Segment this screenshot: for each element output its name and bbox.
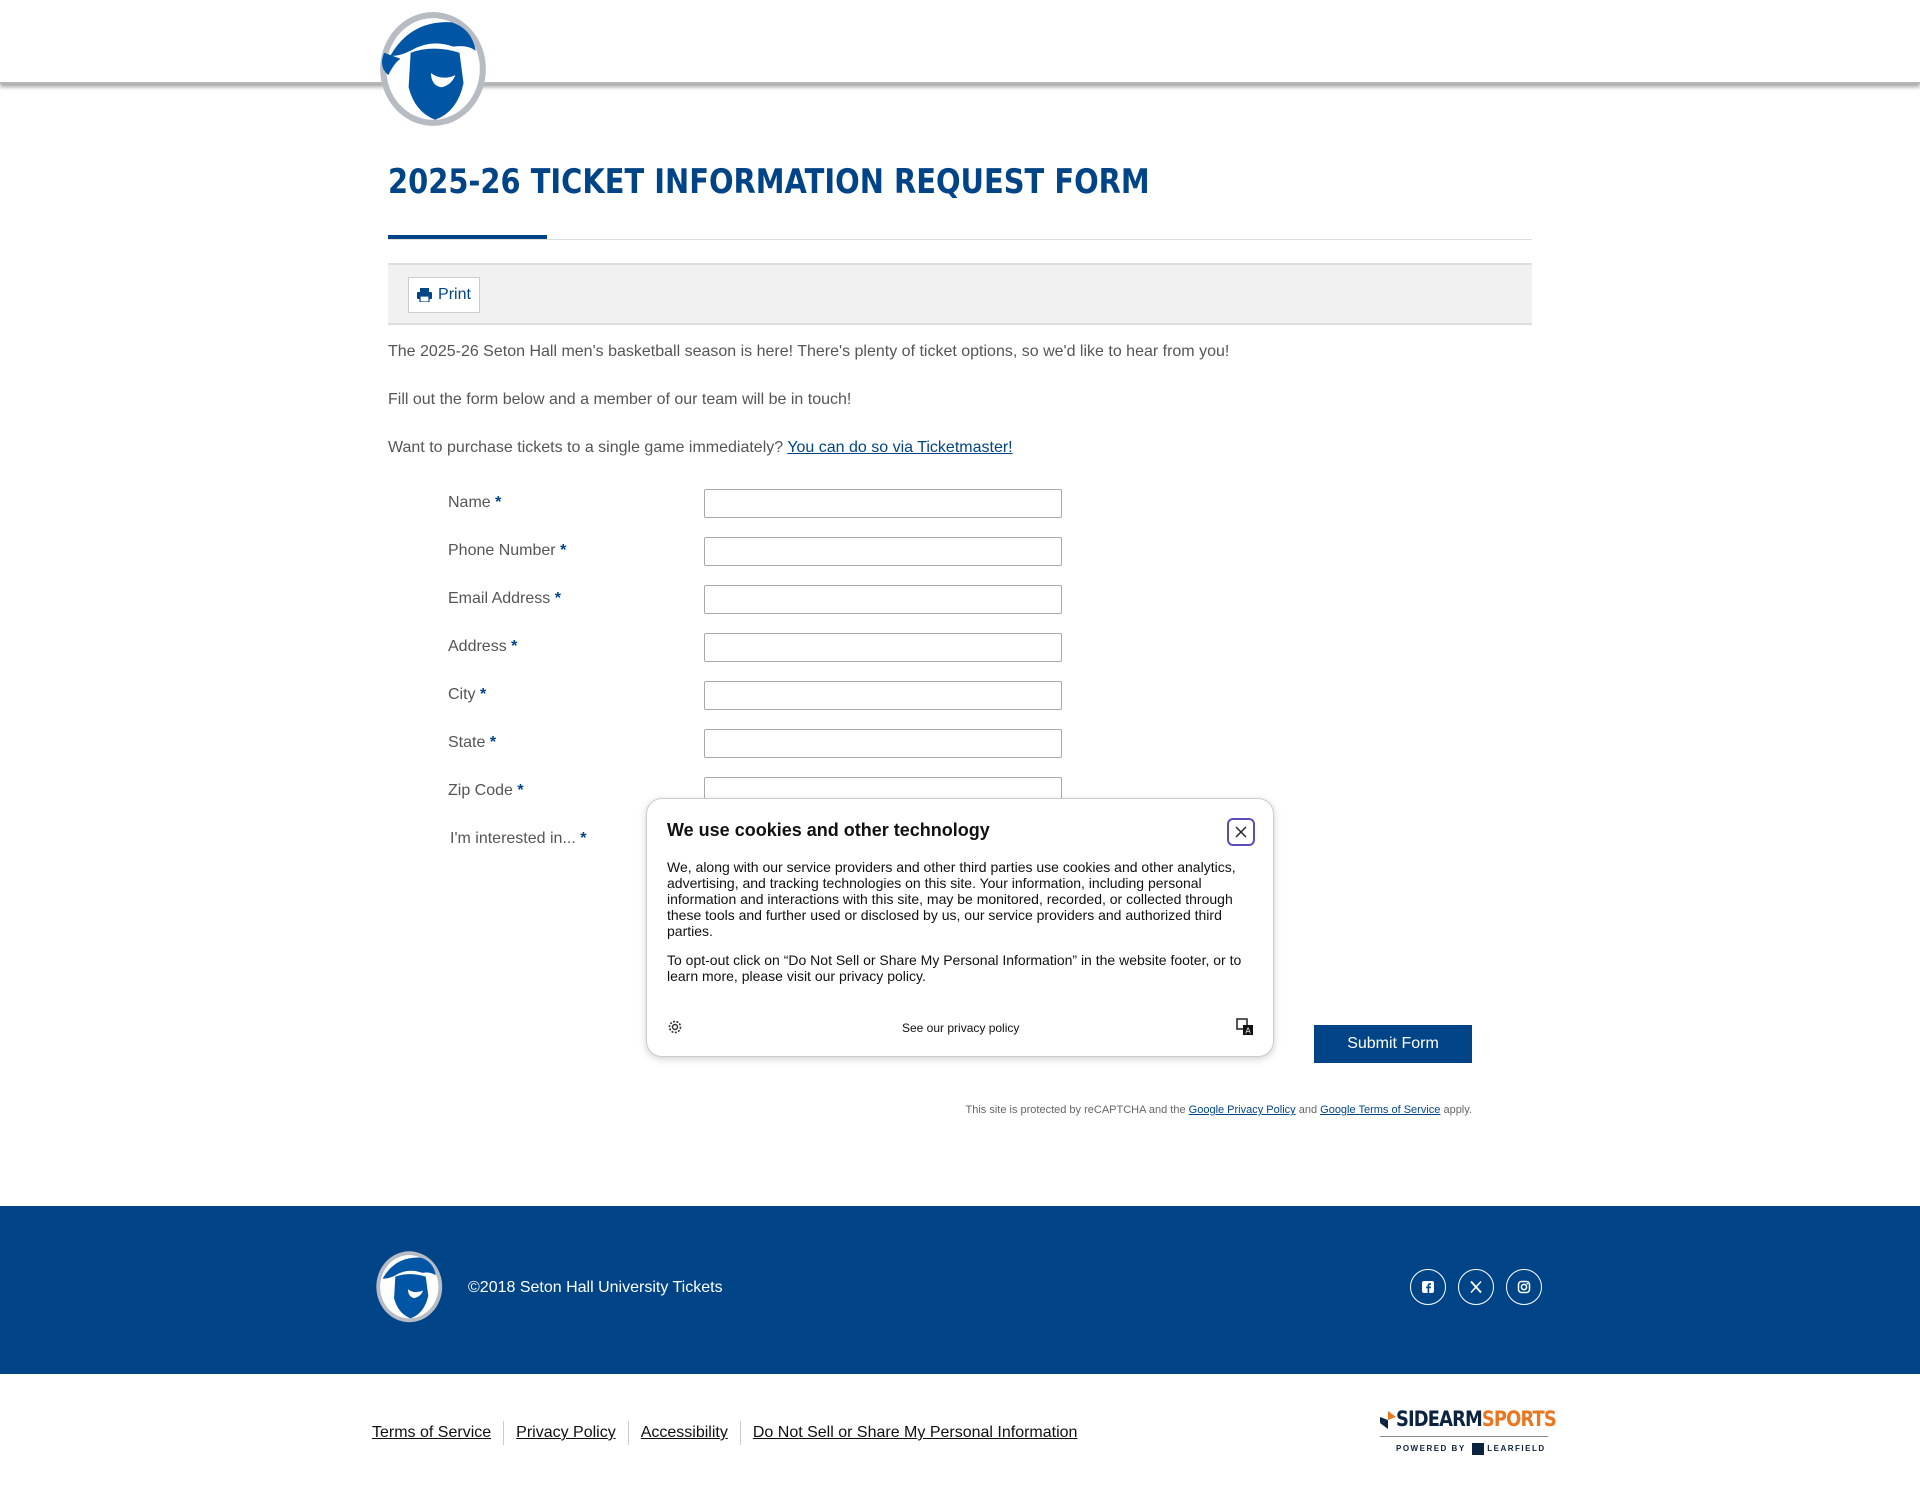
ticketmaster-link[interactable]: You can do so via Ticketmaster! <box>787 439 1013 456</box>
email-input[interactable] <box>704 585 1062 614</box>
name-label <box>448 494 501 512</box>
sidearm-divider <box>1380 1436 1548 1437</box>
do-not-sell-link[interactable]: Do Not Sell or Share My Personal Information <box>752 1424 1078 1441</box>
zip-label <box>448 782 524 800</box>
site-header <box>0 0 1920 84</box>
printer-icon <box>417 288 432 302</box>
sidearm-mark-icon <box>1380 1411 1396 1429</box>
phone-label <box>448 542 566 560</box>
privacy-policy-link[interactable]: Privacy Policy <box>504 1421 629 1445</box>
submit-button[interactable]: Submit Form <box>1314 1025 1472 1063</box>
address-input[interactable] <box>704 633 1062 662</box>
required-mark: * <box>495 494 502 511</box>
powered-by-learfield <box>1396 1443 1546 1455</box>
google-privacy-link[interactable]: Google Privacy Policy <box>1188 1104 1296 1116</box>
required-mark: * <box>511 638 518 655</box>
sidearm-side-text: SIDEARM <box>1396 1407 1482 1431</box>
cookie-title: We use cookies and other technology <box>667 820 990 840</box>
site-footer <box>0 1206 1920 1374</box>
instagram-button[interactable] <box>1506 1269 1542 1305</box>
language-icon[interactable] <box>1236 1018 1254 1036</box>
email-label-text: Email Address <box>448 590 551 607</box>
city-input[interactable] <box>704 681 1062 710</box>
print-button[interactable] <box>408 277 480 313</box>
sidearm-sports-logo[interactable] <box>1378 1405 1556 1457</box>
address-label-text: Address <box>448 638 507 655</box>
title-accent-bar <box>388 235 547 239</box>
cookie-close-button[interactable] <box>1227 818 1255 846</box>
print-label: Print <box>438 286 471 303</box>
print-toolbar <box>388 263 1532 325</box>
learfield-icon <box>1472 1443 1484 1455</box>
interested-label-text: I'm interested in... <box>450 830 576 847</box>
email-label <box>448 590 561 608</box>
phone-input[interactable] <box>704 537 1062 566</box>
x-twitter-icon <box>1469 1280 1483 1294</box>
title-divider <box>388 239 1532 240</box>
facebook-button[interactable] <box>1410 1269 1446 1305</box>
accessibility-link[interactable]: Accessibility <box>629 1421 741 1445</box>
powered-by-text: POWERED BY <box>1396 1444 1466 1454</box>
required-mark: * <box>560 542 567 559</box>
interested-label <box>450 830 586 848</box>
required-mark: * <box>480 686 487 703</box>
recaptcha-notice <box>965 1104 1472 1116</box>
x-twitter-button[interactable] <box>1458 1269 1494 1305</box>
svg-text:A: A <box>1245 1026 1251 1036</box>
sidearm-wordmark <box>1396 1407 1556 1431</box>
learfield-text: LEARFIELD <box>1487 1444 1546 1454</box>
fill-out-text: Fill out the form below and a member of our team will be in touch! <box>388 391 852 408</box>
city-label <box>448 686 486 704</box>
instagram-icon <box>1517 1280 1531 1294</box>
cookie-body: We, along with our service providers and other third parties use cookies and other analytics, advertising, and tracking technologies on this site. Your information, including personal information and interactions with this site, may be monitored, recorded, or collected through these tools and further used or disclosed by us, our service providers and authorized third parties. <box>667 859 1236 939</box>
required-mark: * <box>489 734 497 751</box>
required-mark: * <box>517 782 524 799</box>
recaptcha-suffix: apply. <box>1443 1104 1472 1116</box>
address-label <box>448 638 517 656</box>
phone-label-text: Phone Number <box>448 542 556 559</box>
name-input[interactable] <box>704 489 1062 518</box>
page-title: 2025-26 TICKET INFORMATION REQUEST FORM <box>388 162 1150 202</box>
cookie-privacy-link[interactable]: See our privacy policy <box>902 1021 1020 1035</box>
facebook-icon <box>1421 1280 1435 1294</box>
copyright-text: ©2018 Seton Hall University Tickets <box>468 1279 723 1296</box>
required-mark: * <box>554 590 561 607</box>
recaptcha-prefix: This site is protected by reCAPTCHA and the <box>965 1104 1186 1116</box>
google-terms-link[interactable]: Google Terms of Service <box>1320 1104 1441 1116</box>
pirate-logo[interactable] <box>370 10 492 132</box>
single-game-text <box>388 439 1013 457</box>
name-label-text: Name <box>448 494 491 511</box>
state-label-text: State <box>448 734 486 751</box>
single-game-prompt: Want to purchase tickets to a single game immediately? <box>388 439 784 456</box>
required-mark: * <box>580 830 587 847</box>
recaptcha-and: and <box>1298 1104 1318 1116</box>
close-icon <box>1235 826 1247 838</box>
footer-pirate-logo[interactable] <box>370 1250 446 1326</box>
legal-links <box>372 1421 1089 1445</box>
cookie-optout-text: To opt-out click on “Do Not Sell or Share My Personal Information” in the website footer, or to learn more, please visit our privacy policy. <box>667 952 1242 984</box>
cookie-dialog <box>646 798 1274 1057</box>
city-label-text: City <box>448 686 476 703</box>
state-input[interactable] <box>704 729 1062 758</box>
intro-text: The 2025-26 Seton Hall men's basketball season is here! There's plenty of ticket options, so we'd like to hear from you! <box>388 343 1230 360</box>
state-label <box>448 734 496 752</box>
terms-of-service-link[interactable]: Terms of Service <box>372 1421 504 1445</box>
cookie-settings-icon[interactable] <box>667 1019 683 1035</box>
zip-label-text: Zip Code <box>448 782 513 799</box>
sidearm-sports-text: SPORTS <box>1481 1407 1556 1431</box>
